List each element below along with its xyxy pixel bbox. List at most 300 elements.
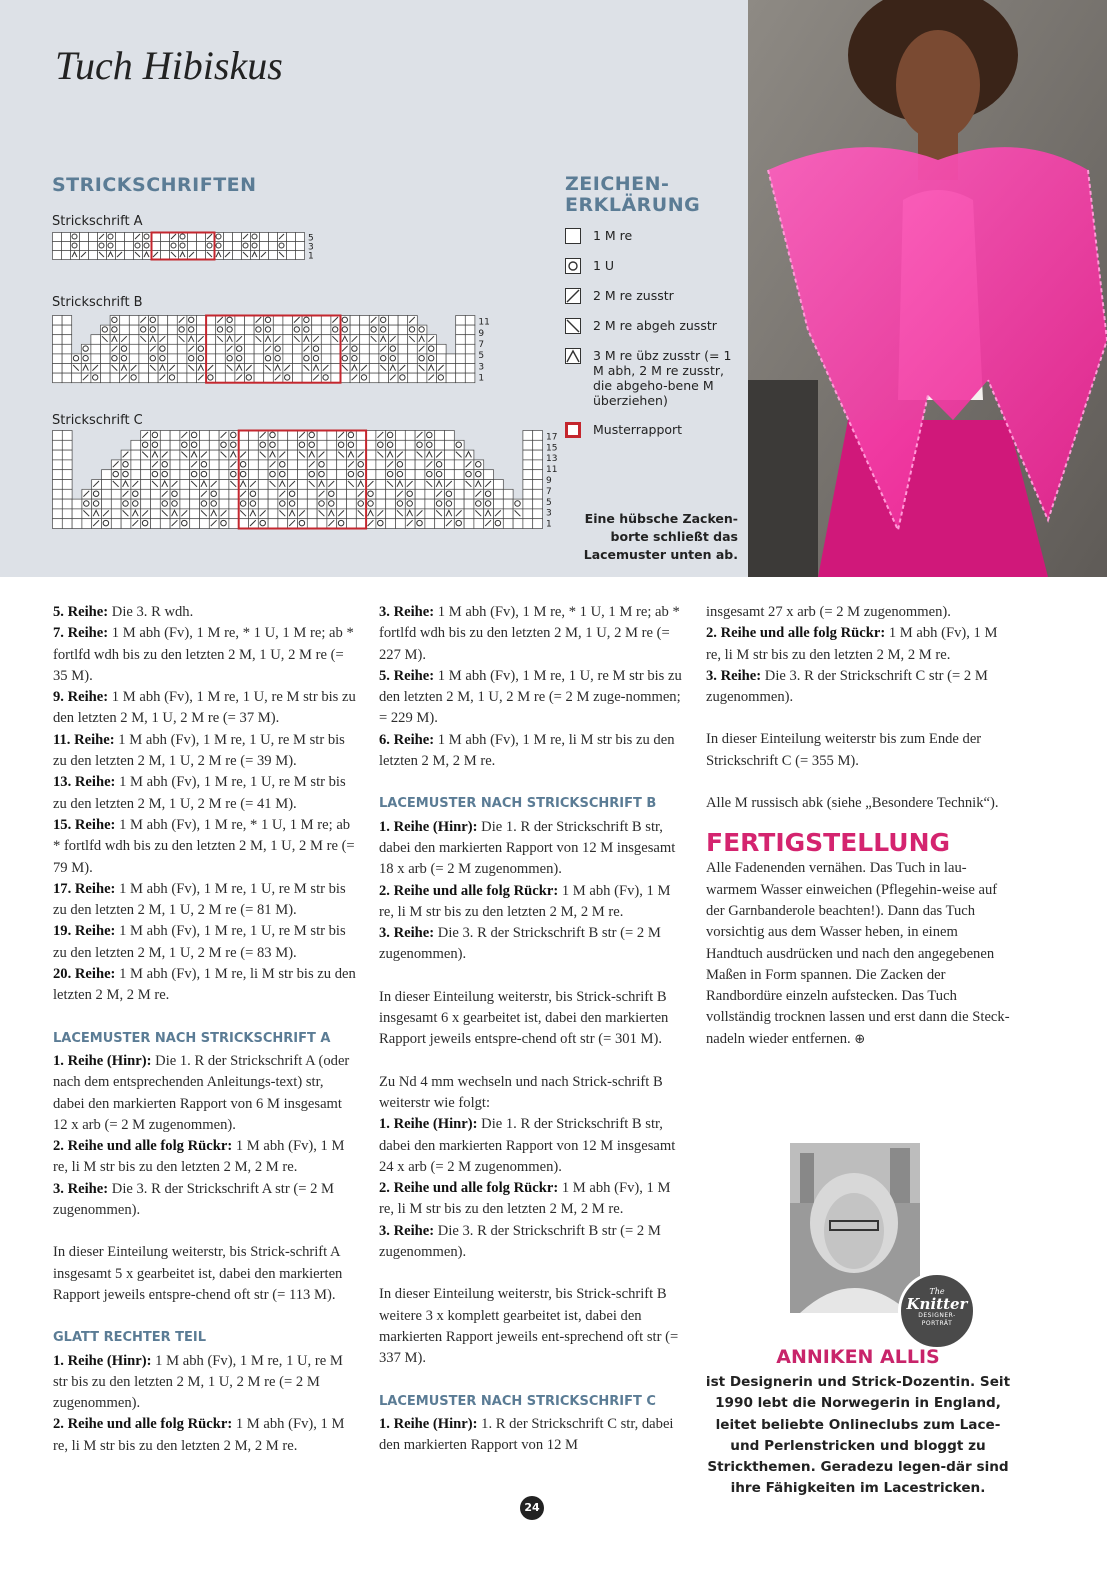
subheading-lace-b: LACEMUSTER NACH STRICKSCHRIFT B: [379, 796, 657, 812]
instruction-label: 6. Reihe:: [379, 731, 435, 748]
chart-cell: [229, 460, 239, 470]
chart-cell: [533, 509, 543, 519]
chart-cell: [293, 316, 303, 326]
chart-cell: [62, 325, 72, 335]
chart-cell: [239, 519, 249, 529]
chart-cell: [415, 431, 425, 441]
chart-cell: [366, 480, 376, 490]
subheading-lace-a: LACEMUSTER NACH STRICKSCHRIFT A: [53, 1030, 331, 1046]
paragraph: In dieser Einteilung weiterstr, bis Strick-schrift B insgesamt 6 x gearbeitet ist, dabei den markierten Rapport jeweils entspre-chend oft str (= 301 M).: [379, 988, 669, 1048]
chart-cell: [465, 364, 475, 374]
badge-line1: The: [929, 1287, 945, 1296]
chart-cell: [116, 251, 125, 260]
chart-cell: [347, 519, 357, 529]
chart-cell: [288, 480, 298, 490]
chart-cell: [200, 450, 210, 460]
chart-cell: [177, 344, 187, 354]
chart-cell: [258, 460, 268, 470]
instruction: [53, 1051, 358, 1136]
chart-cell: [53, 460, 63, 470]
chart-cell: [91, 364, 101, 374]
chart-cell: [435, 489, 445, 499]
instruction-text: 1 M abh (Fv), 1 M re, 1 U, re M str bis zu den letzten 2 M, 1 U, 2 M re (= 41 M).: [53, 774, 346, 812]
chart-cell: [197, 335, 207, 345]
chart-cell: [405, 480, 415, 490]
chart-row-number: 1: [308, 251, 314, 262]
instruction-text: 1 M abh (Fv), 1 M re, 1 U, re M str bis zu den letzten 2 M, 1 U, 2 M re (= 37 M).: [53, 689, 356, 727]
legend-heading-line2: ERKLÄRUNG: [565, 194, 701, 216]
chart-cell: [327, 470, 337, 480]
yarn-over-icon: [565, 258, 581, 274]
chart-cell: [356, 489, 366, 499]
chart-cell: [376, 489, 386, 499]
chart-cell: [533, 460, 543, 470]
chart-cell: [408, 364, 418, 374]
chart-cell: [360, 316, 370, 326]
chart-cell: [53, 251, 62, 260]
chart-cell: [417, 373, 427, 383]
chart-cell: [53, 354, 63, 364]
chart-cell: [302, 373, 312, 383]
chart-row-number: 5: [478, 351, 485, 362]
chart-cell: [190, 519, 200, 529]
chart-cell: [170, 519, 180, 529]
chart-cell: [53, 325, 63, 335]
chart-cell: [435, 519, 445, 529]
chart-cell: [425, 519, 435, 529]
chart-cell: [151, 489, 161, 499]
chart-cell: [62, 364, 72, 374]
chart-cell: [141, 489, 151, 499]
chart-cell: [369, 373, 379, 383]
charts-heading: STRICKSCHRIFTEN: [52, 174, 257, 196]
chart-cell: [89, 233, 98, 242]
chart-cell: [268, 489, 278, 499]
legend: [565, 228, 745, 452]
instruction-text: 1 M abh (Fv), 1 M re, li M str bis zu den letzten 2 M, 2 M re.: [706, 625, 998, 663]
chart-cell: [206, 316, 216, 326]
chart-cell: [386, 519, 396, 529]
chart-cell: [151, 509, 161, 519]
instruction: [53, 772, 358, 815]
legend-item: [565, 258, 745, 274]
chart-cell: [445, 450, 455, 460]
chart-cell: [125, 251, 134, 260]
chart-cell: [445, 470, 455, 480]
instruction-text: 1 M abh (Fv), 1 M re, 1 U, re M str bis zu den letzten 2 M, 1 U, 2 M re (= 2 M zugenommen).: [53, 1352, 343, 1412]
chart-cell: [347, 499, 357, 509]
chart-cell: [317, 440, 327, 450]
chart-cell: [494, 489, 504, 499]
chart-cell: [376, 499, 386, 509]
chart-cell: [437, 364, 447, 374]
chart-cell: [350, 325, 360, 335]
chart-cell: [245, 354, 255, 364]
repeat-box-icon: [565, 422, 581, 438]
chart-cell: [427, 335, 437, 345]
chart-cell: [341, 344, 351, 354]
chart-cell: [337, 460, 347, 470]
chart-cell: [327, 519, 337, 529]
k2tog-icon: [565, 288, 581, 304]
instruction: [379, 817, 686, 881]
chart-cell: [398, 325, 408, 335]
chart-cell: [396, 489, 406, 499]
chart-cell: [131, 450, 141, 460]
instruction: [53, 730, 358, 773]
chart-cell: [415, 489, 425, 499]
chart-cell: [89, 251, 98, 260]
chart-cell: [366, 460, 376, 470]
instruction-label: 9. Reihe:: [53, 689, 109, 706]
chart-cell: [533, 519, 543, 529]
legend-item: [565, 318, 745, 334]
instruction-text: Die 1. R der Strickschrift A (oder nach dem entsprechenden Anleitungs-text) str, dabei den markierten Rapport von 6 M insgesamt 12 x arb (= 2 M zugenommen).: [53, 1052, 350, 1133]
chart-cell: [53, 335, 63, 345]
chart-cell: [158, 316, 168, 326]
chart-cell: [161, 251, 170, 260]
chart-cell: [209, 440, 219, 450]
chart-cell: [190, 489, 200, 499]
chart-cell: [465, 344, 475, 354]
chart-cell: [366, 440, 376, 450]
author-name: ANNIKEN ALLIS: [776, 1346, 940, 1368]
chart-cell: [523, 509, 533, 519]
chart-row-number: 5: [546, 497, 552, 508]
chart-cell: [350, 316, 360, 326]
instruction-text: 1 M abh (Fv), 1 M re, li M str bis zu den letzten 2 M, 2 M re.: [379, 731, 675, 770]
chart-cell: [121, 519, 131, 529]
chart-cell: [464, 509, 474, 519]
chart-cell: [278, 450, 288, 460]
chart-cell: [288, 450, 298, 460]
chart-cell: [121, 450, 131, 460]
chart-cell: [288, 519, 298, 529]
chart-cell: [110, 373, 120, 383]
instruction-text: 1 M abh (Fv), 1 M re, li M str bis zu den letzten 2 M, 2 M re.: [379, 882, 671, 920]
chart-cell: [360, 354, 370, 364]
instruction-label: 17. Reihe:: [53, 880, 116, 897]
chart-cell: [249, 460, 259, 470]
chart-cell: [129, 316, 139, 326]
chart-cell: [278, 489, 288, 499]
chart-cell: [102, 499, 112, 509]
chart-cell: [239, 489, 249, 499]
chart-cell: [161, 242, 170, 251]
instruction-text: 1 M abh (Fv), 1 M re, li M str bis zu den letzten 2 M, 2 M re.: [379, 1180, 671, 1218]
chart-cell: [474, 519, 484, 529]
chart-cell: [347, 460, 357, 470]
chart-cell: [152, 242, 161, 251]
paragraph: In dieser Einteilung weiterstr, bis Strick-schrift A insgesamt 5 x gearbeitet ist, dabei den markierten Rapport jeweils entspre-chend oft str (= 113 M).: [53, 1244, 343, 1303]
finishing-heading: FERTIGSTELLUNG: [706, 828, 951, 858]
chart-cell: [197, 316, 207, 326]
chart-cell: [219, 499, 229, 509]
chart-cell: [435, 450, 445, 460]
chart-cell: [389, 325, 399, 335]
chart-cell: [139, 344, 149, 354]
chart-cell: [494, 499, 504, 509]
chart-cell: [53, 344, 63, 354]
legend-label: 1 U: [593, 258, 615, 273]
chart-cell: [249, 480, 259, 490]
legend-heading-line1: ZEICHEN-: [565, 173, 670, 195]
chart-cell: [62, 373, 72, 383]
chart-cell: [91, 354, 101, 364]
chart-cell: [405, 440, 415, 450]
chart-cell: [283, 364, 293, 374]
chart-cell: [425, 509, 435, 519]
chart-cell: [149, 373, 159, 383]
author-bio: ist Designerin und Strick-Dozentin. Seit 1990 lebt die Norwegerin in England, leitet beliebte Onlineclubs zum Lace- und Perlenstricken und bloggt zu Strickthemen. Geradezu legen-där sind ihre Fähigkeiten im Lacestricken.: [705, 1374, 1011, 1497]
chart-cell: [376, 480, 386, 490]
chart-cell: [337, 489, 347, 499]
chart-cell: [321, 364, 331, 374]
instruction: [53, 815, 358, 879]
chart-cell: [254, 364, 264, 374]
chart-cell: [327, 431, 337, 441]
chart-cell: [408, 344, 418, 354]
chart-cell: [288, 460, 298, 470]
chart-cell: [465, 373, 475, 383]
chart-cell: [360, 335, 370, 345]
chart-cell: [278, 440, 288, 450]
chart-cell: [283, 316, 293, 326]
chart-cell: [321, 316, 331, 326]
chart-cell: [369, 364, 379, 374]
model-photo: [748, 0, 1107, 577]
chart-cell: [258, 489, 268, 499]
chart-cell: [141, 509, 151, 519]
chart-cell: [273, 325, 283, 335]
chart-cell: [456, 373, 466, 383]
chart-cell: [177, 354, 187, 364]
instruction-label: 2. Reihe und alle folg Rückr:: [53, 1416, 233, 1433]
chart-cell: [264, 344, 274, 354]
chart-cell: [254, 354, 264, 364]
chart-cell: [465, 325, 475, 335]
chart-cell: [170, 460, 180, 470]
instruction-label: 13. Reihe:: [53, 774, 116, 791]
chart-cell: [398, 364, 408, 374]
chart-row-number: 1: [546, 519, 552, 530]
chart-cell: [209, 431, 219, 441]
chart-cell: [107, 251, 116, 260]
chart-c-label: Strickschrift C: [52, 413, 143, 428]
chart-cell: [533, 499, 543, 509]
paragraph: insgesamt 27 x arb (= 2 M zugenommen).: [706, 604, 951, 620]
instruction: [379, 1221, 686, 1264]
chart-cell: [245, 325, 255, 335]
chart-cell: [386, 509, 396, 519]
chart-cell: [533, 450, 543, 460]
chart-cell: [347, 489, 357, 499]
chart-cell: [331, 344, 341, 354]
finishing-text: [706, 858, 1013, 1050]
chart-cell: [503, 489, 513, 499]
chart-cell: [102, 509, 112, 519]
chart-cell: [356, 440, 366, 450]
legend-item: [565, 422, 745, 438]
chart-cell: [53, 450, 63, 460]
chart-cell: [170, 440, 180, 450]
chart-cell: [219, 509, 229, 519]
chart-cell: [216, 373, 226, 383]
chart-cell: [317, 431, 327, 441]
chart-cell: [158, 373, 168, 383]
chart-cell: [415, 509, 425, 519]
instruction: [53, 921, 358, 964]
chart-cell: [269, 251, 278, 260]
chart-cell: [249, 431, 259, 441]
chart-cell: [72, 499, 82, 509]
chart-cell: [141, 480, 151, 490]
chart-cell: [209, 450, 219, 460]
chart-cell: [80, 233, 89, 242]
chart-cell: [101, 354, 111, 364]
chart-cell: [53, 373, 63, 383]
chart-cell: [376, 460, 386, 470]
chart-cell: [72, 509, 82, 519]
chart-cell: [62, 431, 72, 441]
chart-cell: [494, 480, 504, 490]
instruction: [53, 1414, 358, 1457]
chart-cell: [369, 344, 379, 354]
chart-cell: [415, 460, 425, 470]
chart-cell: [260, 251, 269, 260]
chart-cell: [188, 233, 197, 242]
chart-row-number: 9: [546, 476, 552, 486]
chart-cell: [446, 354, 456, 364]
instruction: [53, 1179, 358, 1222]
chart-cell: [331, 364, 341, 374]
chart-cell: [245, 344, 255, 354]
legend-item: [565, 348, 745, 408]
instruction: [379, 666, 686, 730]
chart-cell: [398, 335, 408, 345]
chart-cell: [225, 373, 235, 383]
chart-b-label: Strickschrift B: [52, 295, 143, 310]
legend-item: [565, 228, 745, 244]
instruction-label: 5. Reihe:: [379, 667, 435, 684]
chart-cell: [298, 499, 308, 509]
chart-cell: [260, 233, 269, 242]
instruction-text: 1 M abh (Fv), 1 M re, * 1 U, 1 M re; ab * fortlfd wdh bis zu den letzten 2 M, 1 U, 2 M re (= 79 M).: [53, 816, 355, 876]
chart-cell: [197, 325, 207, 335]
model-photo-illustration: [748, 0, 1107, 577]
chart-cell: [111, 460, 121, 470]
chart-cell: [258, 431, 268, 441]
chart-cell: [288, 440, 298, 450]
instruction-label: 3. Reihe:: [379, 1222, 435, 1239]
instruction: [53, 879, 358, 922]
chart-cell: [437, 344, 447, 354]
sk2p-icon: [565, 348, 581, 364]
chart-cell: [376, 509, 386, 519]
chart-cell: [229, 509, 239, 519]
chart-cell: [235, 325, 245, 335]
chart-cell: [425, 489, 435, 499]
chart-cell: [360, 344, 370, 354]
chart-cell: [321, 325, 331, 335]
chart-cell: [116, 242, 125, 251]
chart-cell: [376, 431, 386, 441]
chart-cell: [187, 373, 197, 383]
chart-cell: [177, 316, 187, 326]
chart-cell: [298, 480, 308, 490]
chart-cell: [254, 373, 264, 383]
instruction-label: 7. Reihe:: [53, 625, 109, 642]
chart-cell: [283, 335, 293, 345]
chart-cell: [386, 489, 396, 499]
chart-cell: [425, 460, 435, 470]
chart-cell: [62, 316, 72, 326]
chart-cell: [197, 251, 206, 260]
chart-cell: [337, 499, 347, 509]
chart-cell: [131, 470, 141, 480]
instruction: [53, 1136, 358, 1179]
chart-cell: [456, 344, 466, 354]
chart-cell: [445, 460, 455, 470]
chart-cell: [224, 233, 233, 242]
chart-cell: [327, 480, 337, 490]
chart-cell: [366, 450, 376, 460]
chart-cell: [219, 470, 229, 480]
chart-cell: [101, 364, 111, 374]
chart-row-number: 3: [546, 508, 552, 519]
instruction-label: 11. Reihe:: [53, 731, 115, 748]
chart-cell: [474, 489, 484, 499]
chart-cell: [91, 344, 101, 354]
chart-cell: [389, 316, 399, 326]
chart-cell: [235, 316, 245, 326]
instruction-text: Die 3. R der Strickschrift B str (= 2 M zugenommen).: [379, 925, 661, 963]
chart-cell: [53, 431, 63, 441]
chart-cell: [454, 499, 464, 509]
chart-cell: [268, 499, 278, 509]
chart-cell: [283, 344, 293, 354]
chart-cell: [177, 364, 187, 374]
instruction-label: 15. Reihe:: [53, 816, 116, 833]
chart-cell: [206, 325, 216, 335]
chart-cell: [161, 233, 170, 242]
chart-cell: [62, 519, 72, 529]
chart-cell: [121, 489, 131, 499]
chart-cell: [224, 242, 233, 251]
knit-stitch-icon: [565, 228, 581, 244]
chart-cell: [356, 431, 366, 441]
chart-cell: [160, 450, 170, 460]
instruction: [379, 1114, 686, 1178]
chart-cell: [396, 431, 406, 441]
chart-cell: [273, 335, 283, 345]
instruction-text: 1 M abh (Fv), 1 M re, 1 U, re M str bis zu den letzten 2 M, 1 U, 2 M re (= 81 M).: [53, 880, 346, 919]
chart-cell: [293, 364, 303, 374]
chart-a: [52, 232, 324, 272]
chart-cell: [170, 480, 180, 490]
chart-cell: [190, 499, 200, 509]
chart-cell: [131, 519, 141, 529]
chart-cell: [296, 242, 305, 251]
chart-cell: [89, 242, 98, 251]
chart-cell: [62, 460, 72, 470]
chart-cell: [125, 233, 134, 242]
instruction-label: 5. Reihe:: [53, 604, 109, 620]
chart-cell: [465, 335, 475, 345]
column-3: [706, 602, 1013, 1050]
chart-cell: [366, 470, 376, 480]
chart-cell: [62, 242, 71, 251]
